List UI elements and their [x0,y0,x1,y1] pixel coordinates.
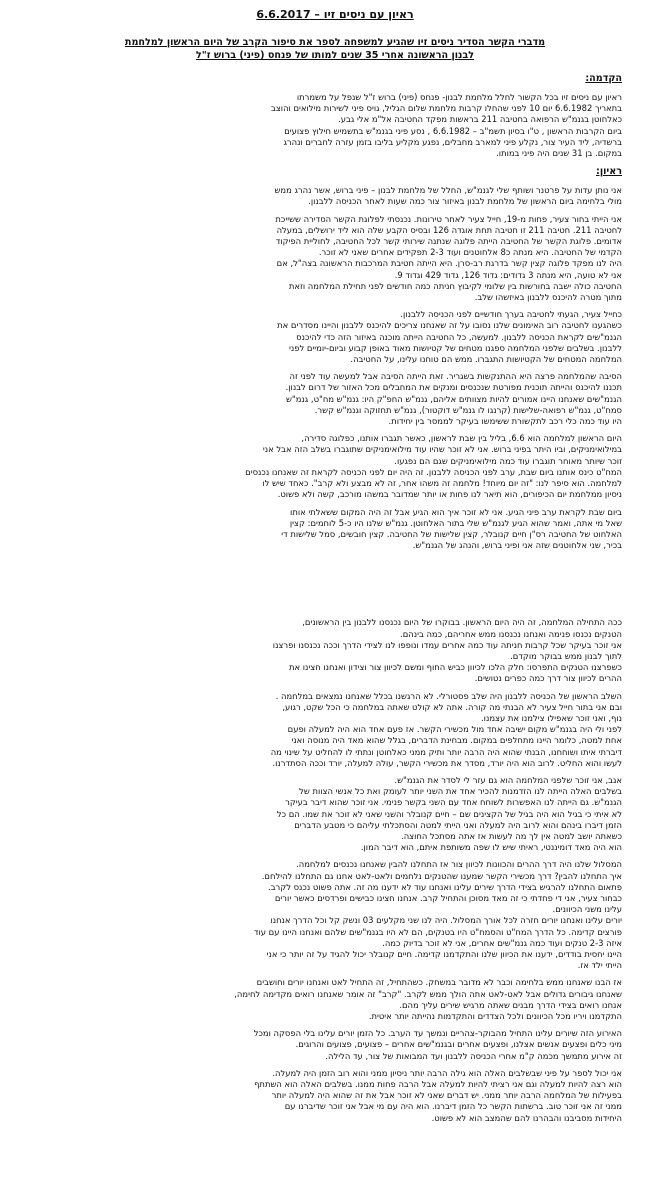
paragraph [48,617,622,684]
paragraph [48,433,622,500]
text-line: ובם אני בתור חייל צעיר לא הבנתי מה קורה. אתה לא קולט שאתה במלחמה כי הכל שקט, רגוע, [282,701,622,712]
text-line: אני לא טועה, היא מנתה 3 גדודים: גדוד 126, גדוד 429 וגדוד 9. [394,269,622,280]
text-line: הטנקים נכנסו פנימה ואנחנו נכנסנו ממש אחריהם, כמה בינהם. [400,628,622,639]
subtitle-line: מדברי הקשר הסדיר ניסים זיו שהגיע למשפחה לספר את סיפור הקרב של היום הראשון למלחמת [124,37,546,48]
paragraph [48,1068,622,1124]
text-line: הגנמ"שים שאנחנו היינו אמורים להיות מצוותים אליהם, גנמ"ש החפ"ק היו: גנמ"ש מח"ט, גנמ"ש [285,393,622,404]
document-subtitle [48,36,622,62]
text-line: ביום שבת לקראת ערב פיני הגיע. אני לא זוכר איך הוא הגיע אבל זה היה המקום ששאלתי אותו [290,506,622,517]
interview-section [48,185,622,1124]
text-line: לחטיבה 211. חטיבה 211 זו חטיבה תחת אוגדה 126 ובסיס הקבע שלה הוא ליד ירושלים, במעלה [276,224,622,235]
text-line: נוף, ואני זוכר שאפילו צילמנו את עצמנו. [481,712,622,723]
text-line: החטיבה כולה ישבה בחורשות בין שלומי לקיבוץ חניתה כמה חודשים לפני תחילת המלחמה וזאת [288,280,622,291]
text-line: פתאום התחלנו להרגיש בצידי הדרך שירים עלינו ואנחנו עוד לא ידענו מה זה. אתה פשוט נכנס לקרב. [268,881,622,892]
text-line: הגנמ"שים לקראת הכניסה ללבנון. למעשה, כל החטיבה הייתה מוכנה באיזור הזה כדי להיכנס [296,331,622,342]
text-line: כשהגענו לחטיבה רוב האימונים שלנו נסובו על זה שאנחנו צריכים להיכנס ללבנון והיינו מסדרים את [277,320,622,331]
text-line: בפעילות של המלחמה הרבה יותר ממני. יש דברים שאני לא זוכר אבל את זה שהוא היה למעלה יותר [271,1090,622,1101]
text-line: הסיבה שהמלחמה פרצה היא ההתנקשות בשגריר. זאת הייתה הסיבה אבל למעשה עוד לפני זה [289,371,622,382]
subtitle-line: לבנון הראשונה אחרי 35 שנים למותו של פנחס (פיני) ברוש ז"ל [195,50,475,61]
text-line: היינו יחסית בודדים, ידענו את הכיוון שלנו והתקדמנו קדימה. חיים קנובלר יכול להגיד על זה יותר כי אני [266,949,622,959]
text-line: ככה התחילה המלחמה, זה היה היום הראשון. בבוקרו של היום נכנסנו ללבנון בין הראשונים, [302,617,622,628]
paragraph [48,859,622,971]
paragraph [48,977,622,1022]
text-line: ברשדיה, ליד העיר צור, נקלע פיני למארב מחבלים, נפגע מקליע בליבו בזמן עזרה לחברים ונהרג [283,136,622,147]
text-line: ניסיון ממלחמת יום הכיפורים, הוא תיאר לנו פחות או יותר שמדובר במשהו מורכב, קשה ולא פשוט. [277,489,622,500]
text-line: מתוך מטרה להיכנס ללבנון באיזשהו שלב. [474,292,622,303]
text-line: איך התחלנו להבין? דרך מכשירי הקשר שמענו שהטנקים נלחמים ולאט-לאט אחנו גם התחלנו להילחם. [261,870,622,881]
text-line: ממני זה אני זוכר טוב. ברשתות הקשר כל הזמן דיברנו. הוא היה עם מי אבל אני זוכר שדיברנו עם [284,1101,622,1112]
text-line: האלחוט של החטיבה רס"ן חיים קנובלר, קצין שלישות של החטיבה. קצין חובשים, סמל שלישות די [281,528,622,539]
paragraph [48,691,622,769]
text-line: ביום הקרבות הראשון , ט"ו בסיון תשמ"ב – 6.6.1982 , נסע פיני בגנמ"ש בתשמיש חילוץ פצועים [284,125,622,136]
text-line: כשאתה יושב למטה אין לך מה לעשות אז אתה מסתכל החוצה. [401,830,622,841]
text-line: לעשו והוא החליט. לרוב הוא היה יורד, מסדר את מכשירי הקשר, עולה למעלה, יורד וככה הסתדרנו. [272,757,622,768]
text-line: בשלבים האלה הייתה לנו הזדמנות להכיר אחד את השני יותר לעומק ואת כל אנשי הצוות של [299,786,622,797]
text-line: יורים עלינו ואנחנו יורים חזרה לכל אורך המסלול. היה לנו שני מקלעים 03 ונשק קל וכל הדרך אנחנו [270,915,622,926]
page-break-gap [48,557,622,617]
text-line: ההרים לכיוון צור דרך כמה כפרים נטושים. [474,673,622,684]
paragraph [48,1028,622,1062]
intro-heading: הקדמה: [585,73,622,84]
paragraph [48,371,622,427]
text-line: הקדמי של החטיבה. היא מנתה כ8 אלחוטנים ועוד 2-3 תפקידים אחרים שאני לא זוכר. [318,247,622,258]
text-line: לפני ולי היה בגנמ"ש מקום ישיבה אחד מול מכשירי הקשר. אז פעם אחד הוא היה למעלה ופעם [287,724,622,735]
text-line: אני זוכר בעיקר שכל קרבות חניתה עוד כמה אחרים עמדו ונופפו לנו לצידי הדרך וככה נכנסנו ופרצנו [272,639,622,650]
text-line: המסלול שלנו היה דרך ההרים והכוונות לכיוון צור אז התחלנו להבין שאנחנו נכנסים למלחמה. [296,859,622,870]
text-line: היחידות מסביבנו והבהרנו להם שהמצב הוא לא פשוט. [431,1112,622,1123]
text-line: היו עוד כמה כלי רכב לתקשורת ששימשו בעיקר לממסר בין יחידות. [388,416,622,427]
paragraph [48,507,622,552]
text-line: בכיר, שני אלחוטנים שזה אני ופיני ברוש, והנהג של הגנמ"ש. [412,540,622,551]
paragraph [48,775,622,853]
text-line: עלינו משני הכיוונים. [552,904,622,915]
text-line: התקדמנו ויריו מכל הכיוונים ולכל הצדדים והתקדמות נהייתה יותר איטית. [368,1011,622,1022]
text-line: האירוע הזה שיורים עלינו התחיל מהבוקר-צהריים ונמשך עד הערב. כל הזמן יורים עלינו בלי הפסקה ומכל [253,1028,622,1039]
text-line: זוכר שיותר מאוחר תוגברו עוד כמה מילואימניקים שגם הם נפגעו. [394,455,622,466]
intro-section [48,92,622,159]
text-line: שאנחנו גיבורים גדולים אבל לאט-לאט אתה הולך ממש לקרב. "קרב" זה אומר שאנחנו רואים מקדימה לחימה, [234,988,622,999]
text-line: השלב הראשון של הכניסה ללבנון היה שלב פסטורלי. לא הרגשנו בכלל שאנחנו נמצאים במלחמה . [275,690,622,701]
text-line: הוא רצה להיות למעלה וגם אני רציתי להיות למעלה אבל הרבה פחות ממנו. בשלבים האלה הוא השתתף [254,1079,622,1090]
text-line: זה אירוע מתמשך מכמה ק"מ אחרי הכניסה ללבנון ועד המבואות של צור, עד הלילה. [325,1050,622,1061]
text-line: המח"ט כינס אותנו ביום שבת, ערב לפני הכניסה ללבנון. זה היה יום לפני הכניסה לקראת זה שאנחנו נכנסים [245,466,622,477]
text-line: במילואימניקים, וביו היתר בפיני ברוש. אני לא זוכר שהיו עוד מילואימניקים שתוגברו בשלב הזה אבל אני [262,444,622,455]
text-line: היום הראשון למלחמה הוא 6.6, בליל בין שבת לראשון, כאשר תגברו אותנו, כפלוגה סדירה, [301,433,622,444]
text-line: הייתי ילד אז. [577,960,622,971]
text-line: כאלחוטן בגנמ"ש הרפואה בחטיבה 211 בראשות מפקד החטיבה אל"מ אלי גבע. [338,114,622,125]
text-line: ראיון עם ניסים זיו בכל הקשור לחלל מלחמת לבנון- פנחס (פיני) ברוש ז"ל שנפל על משמרתו [296,92,622,102]
text-line: אנחנו רואים בצידי הדרך מבנים שאתה מרגיש שירים עליך מהם. [399,999,622,1010]
text-line: סמח"ט, גנמ"ש רפואה-שלישות (קרנגו לו גנמ"ש דוקטור), גנמ"ש תחזוקה וגנמ"ש קשר. [314,404,622,415]
text-line: תכננו להיכנס והייתה תוכנית מפורטת שנכנסים ומנקים את המחבלים מכל האזור של דרום לבנון. [285,382,622,393]
text-line: היה לנו מפקד פלוגה קצין קשר בדרגת רב-סרן. היא הייתה חטיבת המרכבות הראשונה בצה"ל, אם [276,258,622,269]
text-line: בתאריך 6.6.1982 יום 10 לפני שהחלו קרבות מלחמת שלום הגליל, גויס פיני לשירות מילואים והוצב [270,103,622,114]
interview-heading: ראיון: [595,166,622,178]
text-line: מולי בלחימה ביום הראשון של מלחמת לבנון באיזור צור כמה שעות לאחר הכניסה ללבנון. [308,196,622,207]
text-line: פורצים קדימה. כל הדרך המח"ט והסמח"ט היו בטנקים, הם לא היו בגנמ"שים שלהם ואנחנו היינו עם עוד [253,926,622,937]
text-line: לא איתי כי בגיל הוא היה בגיל של הקצינים שם – חיים קנובלר והשני שאני לא זוכר את שמו. הם כל [276,808,622,819]
text-line: אדומים. פלוגת הקשר של החטיבה הייתה פלוגה שנתנה שירותי קשר לכל החטיבה, לחוליית הפיקוד [275,236,622,247]
text-line: אגב, אני זוכר שלפני המלחמה הוא גם עזר לי לסדר את הגנמ"ש. [394,774,622,785]
text-line: למלחמה. הוא סיפר לנו: "זה יום מיוחד! מלחמה זה משהו אחר, זה לא מבצע ולא קרב". כאחד שיש לו [262,478,622,489]
text-line: הזמן דיברו בינהם והוא לרוב היה למעלה ואני הייתי למטה והסתכלתי עליהם כי מטבע הדברים [294,819,622,830]
text-line: דיברתי איתו ושוחחנו, הבנתי שהוא היה הרבה יותר ותיק ממני כאלחוטן ונתתי לו להחליט על שינוי מה [270,746,622,757]
text-line: הגנמ"ש. גם הייתה לנו האפשרות לשוחח אחד עם השני בקשר פנימי. אני זוכר שהוא דיבר בעיקר [285,797,622,808]
text-line: אני יכול לספר על פיני שבשלבים האלה הוא גילה הרבה יותר ניסיון ממני והוא רוב הזמן היה למעלה. [272,1067,622,1078]
text-line: ללבנון. בשלבים שלפני המלחמה ספגנו מטחים של קטיושות מאוד באופן קבוע וביום-יומיים לפני [288,342,622,353]
text-line: אחת למטה, כלומר היינו מתחלפים במקום. מבחינת הדברים, בגלל שהוא מאד היה מנוסה ואני [291,735,622,746]
text-line: במקום. בן 31 שנים היה פיני במותו. [496,148,622,159]
text-line: אז הבנו שאנחנו ממש בלחימה וכבר לא מדובר במשחק. כשהתחיל, זה התחיל לאט ואנחנו יורים וחושבים [256,977,622,988]
text-line: איזה 2-3 טנקים ועוד כמה גנמ"שים אחרים, אני לא זוכר בדיוק כמה. [382,937,622,948]
text-line: כשפרצנו הטנקים התפרסו: חלק הלכו לכיוון כביש החוף ומשם לכיוון צור וצידון ואנחנו חצינו את [289,662,622,673]
text-line: שאל מי אתה, ואמר שהוא הגיע לגנמ"ש שלי בתור האלחוטן. גנמ"ש שלנו היו כ-5 לוחמים: קצין [289,517,622,528]
paragraph [48,92,622,159]
text-line: כחייל צעיר, הגעתי לחטיבה בערך חודשיים לפני הכניסה ללבנון. [400,309,622,320]
text-line: אני הייתי בחור צעיר, פחות מ-19, חייל צעיר לאחר טירונות. נכנסתי לפלוגת הקשר הסדירה ששייכת [275,213,622,224]
text-line: מיני כלים ופצעים אנשים אצלנו, ופצעים אחרים ובגנמ"שים אחרים – פצועים, פצועים והרוגים. [295,1039,622,1050]
paragraph [48,309,622,365]
paragraph [48,185,622,207]
text-line: הוא היה מאד דומיננטי, ראיתי שיש לו שפה משותפת איתם, הוא דיבר המון. [360,842,622,853]
text-line: אני נותן עדות על פרטנר ושותף שלי לגנמ"ש, החלל של מלחמת לבנון – פיני ברוש, אשר נהרג ממש [274,185,622,196]
text-line: לתוך לבנון ממש בבוקר מוקדם. [510,650,622,661]
paragraph [48,214,622,304]
document-title: ראיון עם ניסים זיו – 6.6.2017 [256,8,414,21]
text-line: כבחור צעיר, אני די פחדתי כי זה מאד מסוכן והתחיל קרב. אנחנו חצינו כבישים ופרדסים כאשר יורים [274,892,622,903]
text-line: המלחמה המטחים של הקטיושות התגברו. ממש הם טוחנו עלינו, על החטיבה. [350,354,622,365]
